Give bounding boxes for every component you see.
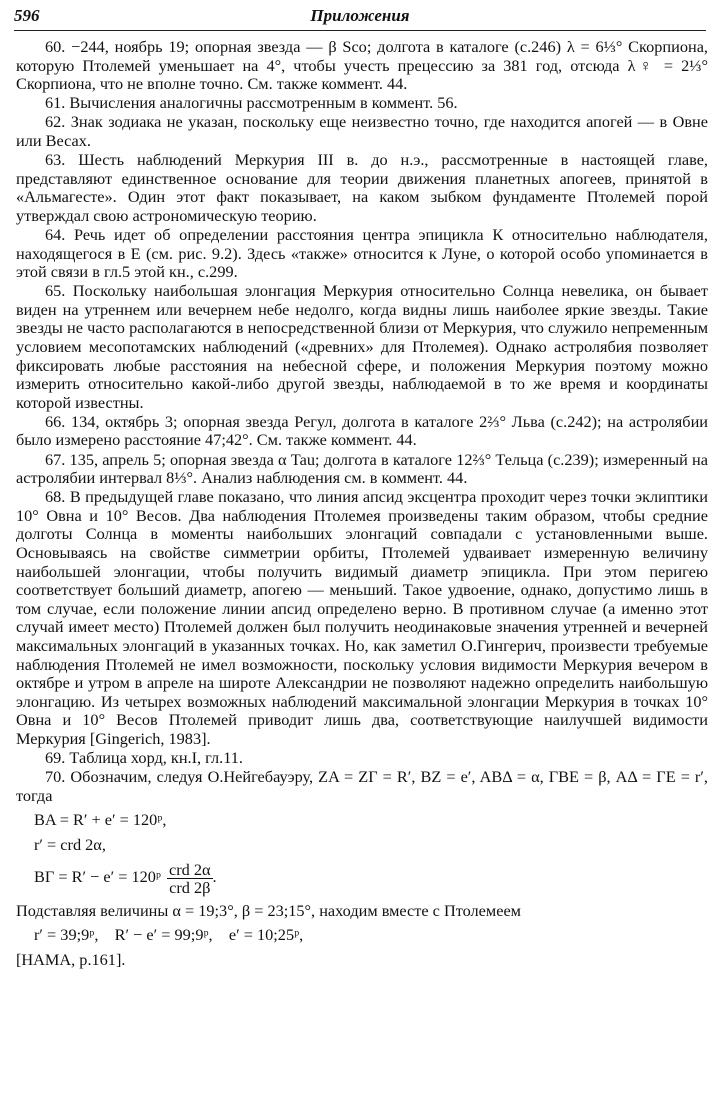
- equation-bg-period: .: [212, 866, 217, 886]
- equation-bg: [16, 861, 708, 896]
- note-64: 64. Речь идет об определении расстояния центра эпицикла К относительно наблюдателя, находящегося в Е (см. рис. 9.2). Здесь «также» относится к Луне, о которой особо упоминается в этой связи в гл.5 этой кн., с.299.: [16, 224, 708, 282]
- equation-bg-left: BΓ = R′ − e′ = 120ᵖ: [34, 866, 161, 886]
- note-61: 61. Вычисления аналогичны рассмотренным в коммент. 56.: [45, 93, 458, 113]
- note-69: 69. Таблица хорд, кн.I, гл.11.: [45, 748, 243, 768]
- note-67: 67. 135, апрель 5; опорная звезда α Tau; долгота в каталоге 12⅔° Тельца (с.239); измеренный на астролябии интервал 8⅓°. Анализ наблюдения см. в коммент. 44.: [16, 449, 708, 488]
- page-number: 596: [14, 6, 40, 25]
- equation-r: [16, 836, 708, 855]
- running-title: Приложения: [310, 6, 410, 25]
- result-line: [16, 926, 708, 945]
- fraction-denominator: crd 2β: [169, 877, 211, 897]
- note-60: 60. −244, ноябрь 19; опорная звезда — β Sco; долгота в каталоге (с.246) λ = 6⅓° Скорпиона, которую Птолемей уменьшает на 4°, чтобы учесть прецессию за 381 год, отсюда λ♀ = 2⅓° Скорпиона, что не вполне точно. См. также коммент. 44.: [16, 37, 708, 94]
- note-63: 63. Шесть наблюдений Меркурия III в. до н.э., рассмотренные в настоящей главе, представляют единственное основание для теории движения планетных апогеев, принятой в «Альмагесте». Один этот факт показывает, на каком зыбком фундаменте Птолемей порой утверждал свою астрономическую теорию.: [16, 150, 708, 225]
- hama-reference: [HAMA, p.161].: [16, 949, 126, 969]
- equation-bg-fraction: [167, 861, 213, 896]
- notes-body: [16, 38, 708, 970]
- fraction-numerator: crd 2α: [169, 859, 211, 879]
- equation-r-text: r′ = crd 2α,: [34, 834, 106, 854]
- note-65: 65. Поскольку наибольшая элонгация Меркурия относительно Солнца невелика, он бывает виден на утреннем или вечернем небе недолго, когда видны лишь наиболее яркие звезды. Такие звезды не часто располагаются в непосредственной близи от Меркурия, что служило непременным условием месопотамских наблюдений («древних» для Птолемея). Однако астролябия позволяет фиксировать любые расстояния на небесной сфере, и положения Меркурия поэтому можно измерить относительно какой-либо другой звезды, наблюдаемой в то же время и координаты которой известны.: [16, 281, 708, 412]
- note-70-intro: 70. Обозначим, следуя О.Нейгебауэру, ZA = ZΓ = R′, BZ = e′, ABΔ = α, ΓBE = β, AΔ = ΓE = r′, тогда: [16, 767, 708, 805]
- note-68: 68. В предыдущей главе показано, что линия апсид эксцентра проходит через точки эклиптики 10° Овна и 10° Весов. Два наблюдения Птолемея произведены таким образом, чтобы средние долготы Солнца в моменты наибольших элонгаций совпадали с установленными выше. Основываясь на свойстве симметрии орбиты, Птолемей удваивает измеренную величину наибольшей элонгации, чтобы получить видимый диаметр эпицикла. При этом перигею соответствует больший диаметр, апогею — меньший. Такое удвоение, однако, допустимо лишь в том случае, если положение линии апсид определено верно. В противном случае (а именно этот случай имеет место) Птолемей должен был получить неодинаковые значения утренней и вечерней максимальных элонгаций в указанных точках. Но, как заметил О.Гингерич, произвести требуемые наблюдения Птолемей не имел возможности, поскольку условия видимости Меркурия вечером в октябре и утром в апреле на широте Александрии не позволяют надежно определить наибольшую элонгацию. Из четырех возможных наблюдений максимальной элонгации Меркурия в точках 10° Овна и 10° Весов Птолемей приводит лишь два, соответствующие наилучшей видимости Меркурия [Gingerich, 1983].: [16, 487, 708, 748]
- substitution-line: Подставляя величины α = 19;3°, β = 23;15°, находим вместе с Птолемеем: [16, 900, 521, 920]
- note-66: 66. 134, октябрь 3; опорная звезда Регул, долгота в каталоге 2⅔° Льва (с.242); на астролябии было измерено расстояние 47;42°. См. также коммент. 44.: [16, 411, 708, 450]
- page-header: [14, 4, 706, 31]
- note-62: 62. Знак зодиака не указан, поскольку еще неизвестно точно, где находится апогей — в Овне или Весах.: [16, 112, 708, 150]
- equation-ba: [16, 811, 708, 830]
- equation-ba-text: BA = R′ + e′ = 120ᵖ,: [34, 810, 167, 830]
- result-text: r′ = 39;9ᵖ, R′ − e′ = 99;9ᵖ, e′ = 10;25ᵖ,: [34, 925, 304, 945]
